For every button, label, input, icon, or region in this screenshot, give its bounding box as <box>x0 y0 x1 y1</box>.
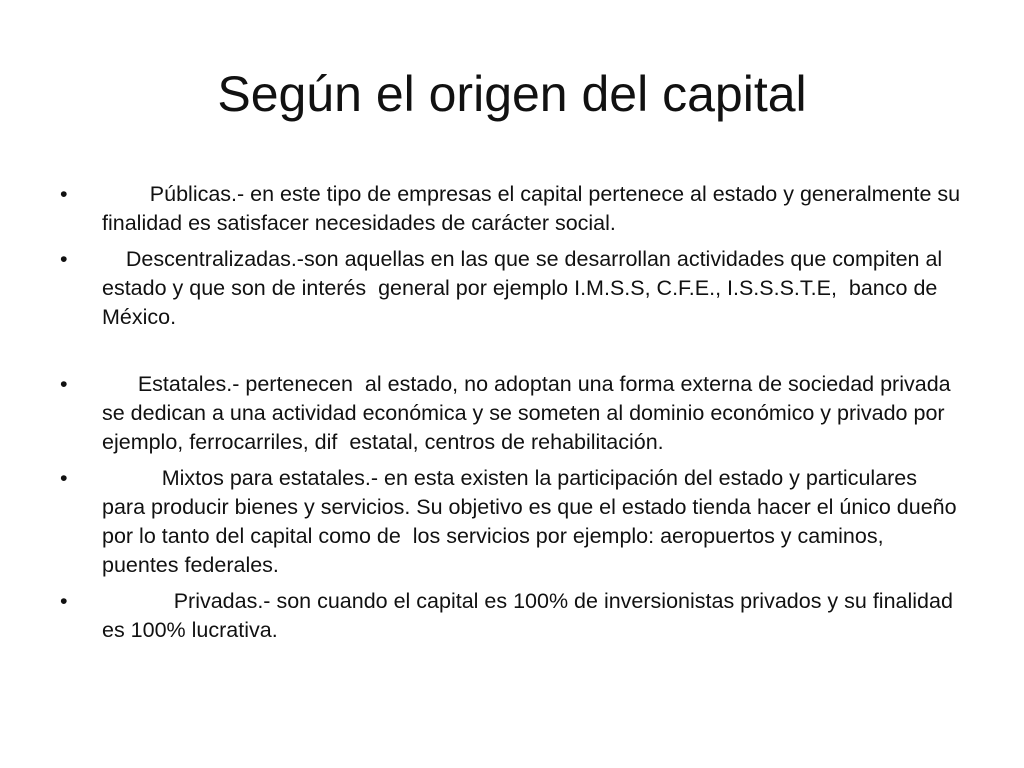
bullet-list <box>60 180 965 652</box>
bullet-dot-icon: • <box>60 589 68 613</box>
bullet-item-descentralizadas <box>60 245 965 332</box>
bullet-dot-icon: • <box>60 247 68 271</box>
bullet-dot-icon: • <box>60 372 68 396</box>
bullet-item-publicas <box>60 180 965 238</box>
bullet-text: Públicas.- en este tipo de empresas el capital pertenece al estado y generalmente su finalidad es satisfacer necesidades de carácter social. <box>102 182 967 235</box>
bullet-item-privadas <box>60 587 965 645</box>
bullet-item-mixtos <box>60 464 965 580</box>
bullet-text: Mixtos para estatales.- en esta existen la participación del estado y particulares para producir bienes y servicios. Su objetivo es que el estado tienda hacer el único dueño por lo tanto del capital como de los servicios por ejemplo: aeropuertos y caminos, puentes federales. <box>102 466 963 577</box>
slide-title: Según el origen del capital <box>217 66 807 122</box>
bullet-dot-icon: • <box>60 466 68 490</box>
bullet-item-estatales <box>60 370 965 457</box>
bullet-text: Estatales.- pertenecen al estado, no adoptan una forma externa de sociedad privada se dedican a una actividad económica y se someten al dominio económico y privado por ejemplo, ferrocarriles, dif estatal, centros de rehabilitación. <box>102 372 957 454</box>
bullet-dot-icon: • <box>60 182 68 206</box>
bullet-text: Descentralizadas.-son aquellas en las que se desarrollan actividades que compiten al estado y que son de interés general por ejemplo I.M.S.S, C.F.E., I.S.S.S.T.E, banco de México. <box>102 247 949 329</box>
bullet-text: Privadas.- son cuando el capital es 100% de inversionistas privados y su finalidad es 100% lucrativa. <box>102 589 959 642</box>
